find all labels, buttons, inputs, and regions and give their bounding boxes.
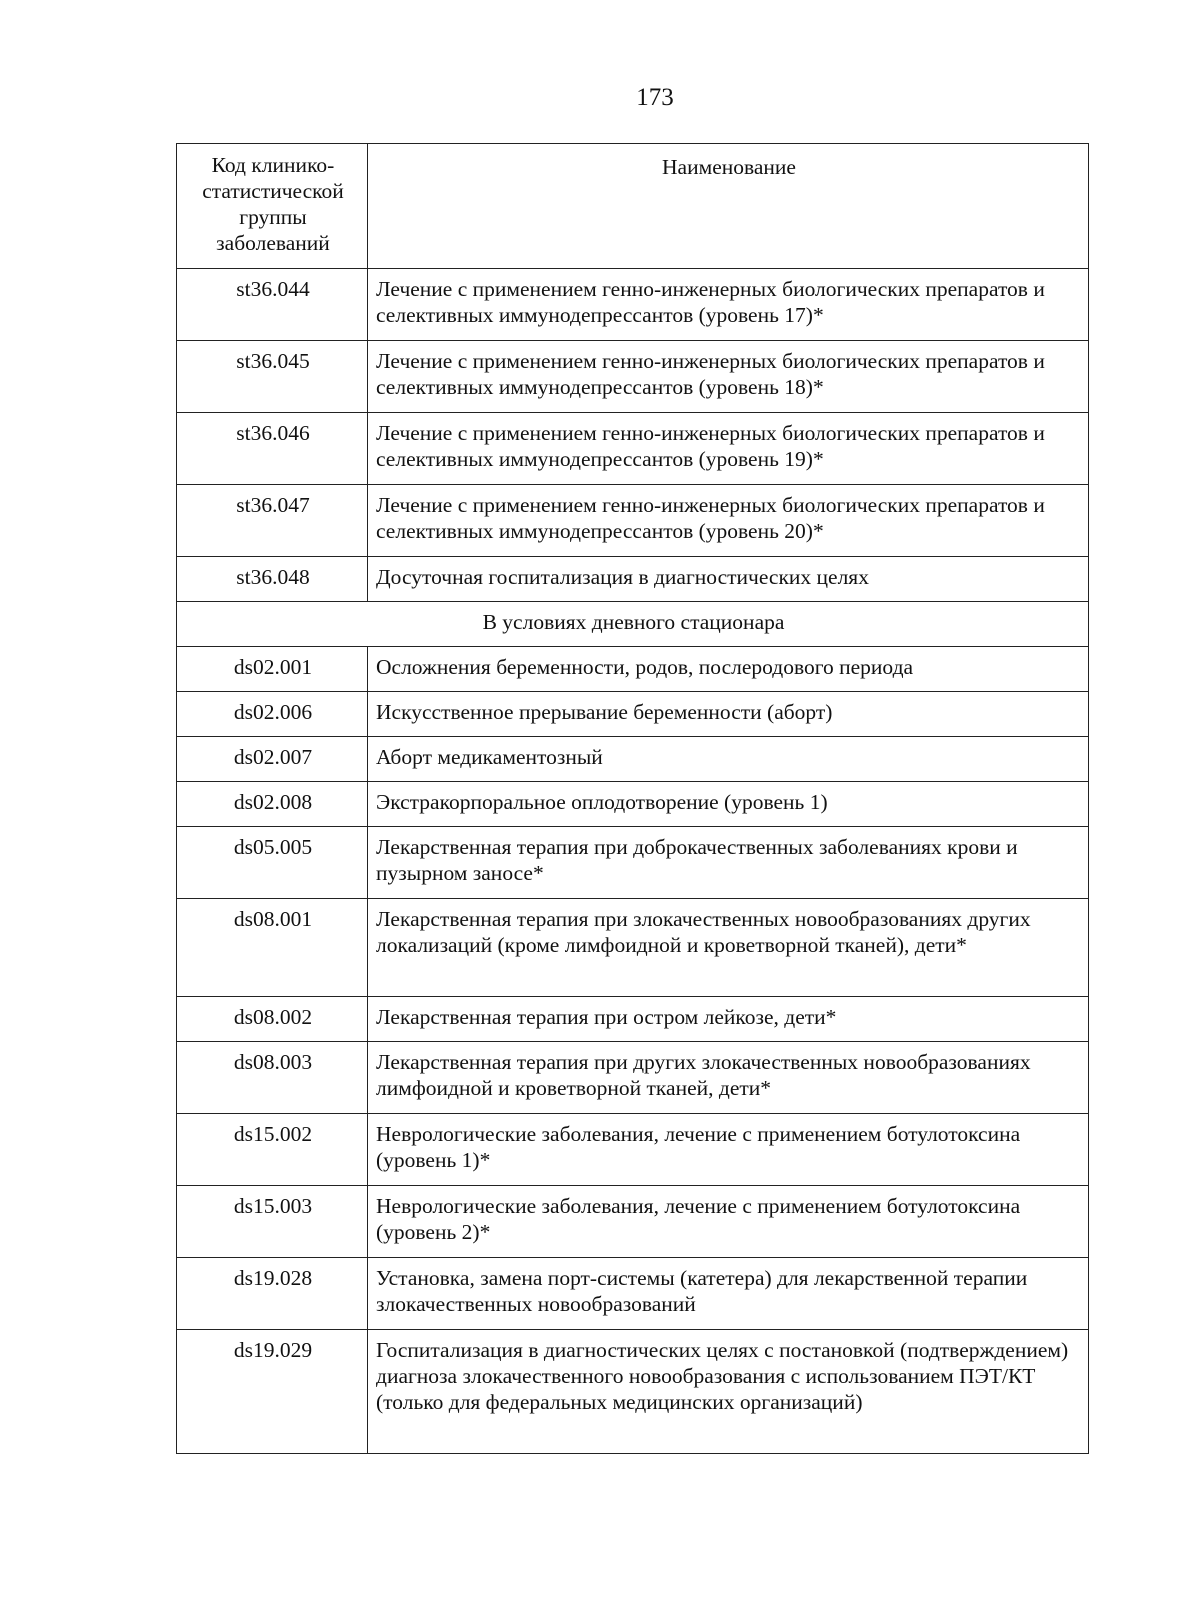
row-code: ds19.029 xyxy=(177,1330,368,1454)
table-row xyxy=(177,1042,1089,1114)
table-row xyxy=(177,899,1089,997)
table-row xyxy=(177,827,1089,899)
table-row xyxy=(177,1114,1089,1186)
row-code: ds02.001 xyxy=(177,647,368,692)
row-name: Искусственное прерывание беременности (аборт) xyxy=(368,692,1089,737)
table-row xyxy=(177,1330,1089,1454)
table-row xyxy=(177,647,1089,692)
table-row xyxy=(177,269,1089,341)
row-name: Лекарственная терапия при остром лейкозе, дети* xyxy=(368,997,1089,1042)
row-code: ds08.002 xyxy=(177,997,368,1042)
table-row xyxy=(177,341,1089,413)
section-title: В условиях дневного стационара xyxy=(177,602,1089,647)
row-name: Лечение с применением генно-инженерных биологических препаратов и селективных иммунодепрессантов (уровень 19)* xyxy=(368,413,1089,485)
row-code: ds08.001 xyxy=(177,899,368,997)
row-code: st36.047 xyxy=(177,485,368,557)
row-name: Лекарственная терапия при других злокачественных новообразованиях лимфоидной и кроветворной тканей, дети* xyxy=(368,1042,1089,1114)
table-row xyxy=(177,1258,1089,1330)
row-name: Лекарственная терапия при доброкачественных заболеваниях крови и пузырном заносе* xyxy=(368,827,1089,899)
row-code: ds15.003 xyxy=(177,1186,368,1258)
row-name: Лечение с применением генно-инженерных биологических препаратов и селективных иммунодепрессантов (уровень 17)* xyxy=(368,269,1089,341)
row-code: ds15.002 xyxy=(177,1114,368,1186)
table-row xyxy=(177,1186,1089,1258)
row-code: ds05.005 xyxy=(177,827,368,899)
row-code: st36.048 xyxy=(177,557,368,602)
row-name: Установка, замена порт-системы (катетера) для лекарственной терапии злокачественных новообразований xyxy=(368,1258,1089,1330)
row-name: Лечение с применением генно-инженерных биологических препаратов и селективных иммунодепрессантов (уровень 18)* xyxy=(368,341,1089,413)
row-code: ds02.006 xyxy=(177,692,368,737)
table-row xyxy=(177,413,1089,485)
row-code: ds02.007 xyxy=(177,737,368,782)
row-name: Осложнения беременности, родов, послеродового периода xyxy=(368,647,1089,692)
row-name: Неврологические заболевания, лечение с применением ботулотоксина (уровень 2)* xyxy=(368,1186,1089,1258)
table-row xyxy=(177,782,1089,827)
row-name: Аборт медикаментозный xyxy=(368,737,1089,782)
header-name: Наименование xyxy=(368,144,1089,269)
row-name: Лекарственная терапия при злокачественных новообразованиях других локализаций (кроме лимфоидной и кроветворной тканей), дети* xyxy=(368,899,1089,997)
table-row xyxy=(177,485,1089,557)
row-name: Экстракорпоральное оплодотворение (уровень 1) xyxy=(368,782,1089,827)
row-code: st36.045 xyxy=(177,341,368,413)
table-row xyxy=(177,737,1089,782)
page-number: 173 xyxy=(636,84,674,111)
header-code: Код клинико-статистической группы заболеваний xyxy=(177,144,368,269)
table-header-row xyxy=(177,144,1089,269)
row-code: ds02.008 xyxy=(177,782,368,827)
row-name: Досуточная госпитализация в диагностических целях xyxy=(368,557,1089,602)
row-name: Неврологические заболевания, лечение с применением ботулотоксина (уровень 1)* xyxy=(368,1114,1089,1186)
section-row xyxy=(177,602,1089,647)
row-code: st36.046 xyxy=(177,413,368,485)
row-code: st36.044 xyxy=(177,269,368,341)
row-name: Госпитализация в диагностических целях с постановкой (подтверждением) диагноза злокачественного новообразования с использованием ПЭТ/КТ (только для федеральных медицинских организаций) xyxy=(368,1330,1089,1454)
table-row xyxy=(177,557,1089,602)
row-name: Лечение с применением генно-инженерных биологических препаратов и селективных иммунодепрессантов (уровень 20)* xyxy=(368,485,1089,557)
row-code: ds19.028 xyxy=(177,1258,368,1330)
table-row xyxy=(177,692,1089,737)
table-row xyxy=(177,997,1089,1042)
classification-table xyxy=(176,143,1089,1454)
row-code: ds08.003 xyxy=(177,1042,368,1114)
